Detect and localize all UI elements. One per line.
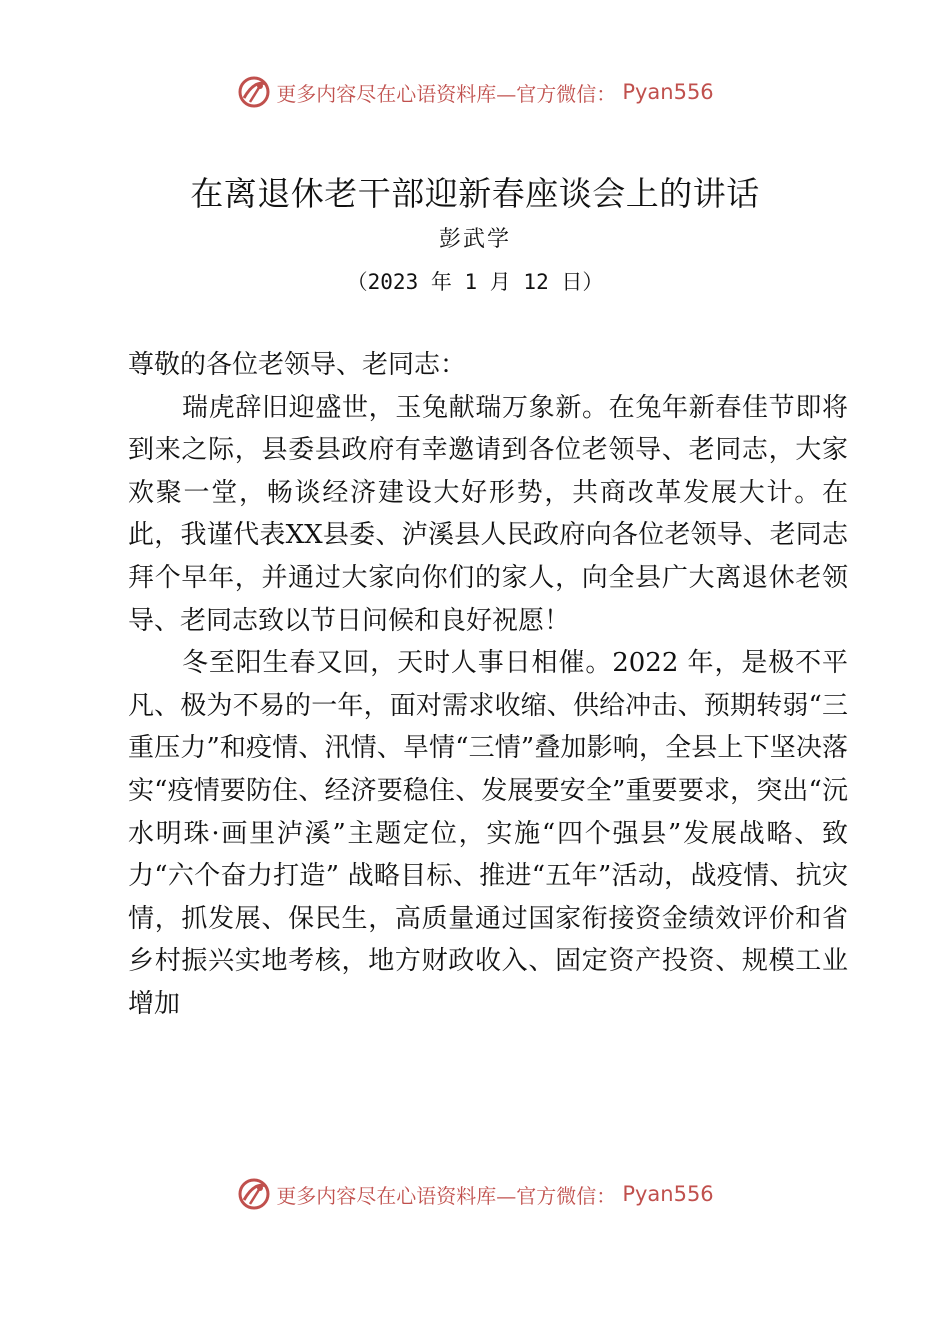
document-body: [128, 344, 848, 1026]
header-watermark: [0, 72, 950, 112]
watermark-wechat-id: Pyan556: [622, 1182, 714, 1206]
document-title: 在离退休老干部迎新春座谈会上的讲话: [190, 174, 760, 213]
document-date: （2023 年 1 月 12 日）: [346, 270, 604, 294]
salutation: 尊敬的各位老领导、老同志：: [128, 350, 467, 380]
watermark-wechat-id: Pyan556: [622, 80, 714, 104]
watermark-text: 更多内容尽在心语资料库—官方微信：: [276, 1183, 617, 1208]
watermark-logo-icon: [236, 74, 272, 110]
watermark-text: 更多内容尽在心语资料库—官方微信：: [276, 81, 617, 106]
footer-watermark: [0, 1174, 950, 1214]
paragraph: 冬至阳生春又回，天时人事日相催。2022 年，是极不平凡、极为不易的一年，面对需求收缩、供给冲击、预期转弱“三重压力”和疫情、汛情、旱情“三情”叠加影响，全县上下坚决落实“疫情要防住、经济要稳住、发展要安全”重要要求，突出“沅水明珠·画里泸溪”主题定位，实施“四个强县”发展战略、致力“六个奋力打造” 战略目标、推进“五年”活动，战疫情、抗灾情，抓发展、保民生，高质量通过国家衔接资金绩效评价和省乡村振兴实地考核，地方财政收入、固定资产投资、规模工业增加: [128, 648, 848, 1019]
document-author: 彭武学: [438, 227, 511, 252]
paragraph: 瑞虎辞旧迎盛世，玉兔献瑞万象新。在兔年新春佳节即将到来之际，县委县政府有幸邀请到各位老领导、老同志，大家欢聚一堂，畅谈经济建设大好形势，共商改革发展大计。在此，我谨代表XX县委、泸溪县人民政府向各位老领导、老同志拜个早年，并通过大家向你们的家人，向全县广大离退休老领导、老同志致以节日问候和良好祝愿！: [128, 392, 848, 636]
watermark-logo-icon: [236, 1176, 272, 1212]
